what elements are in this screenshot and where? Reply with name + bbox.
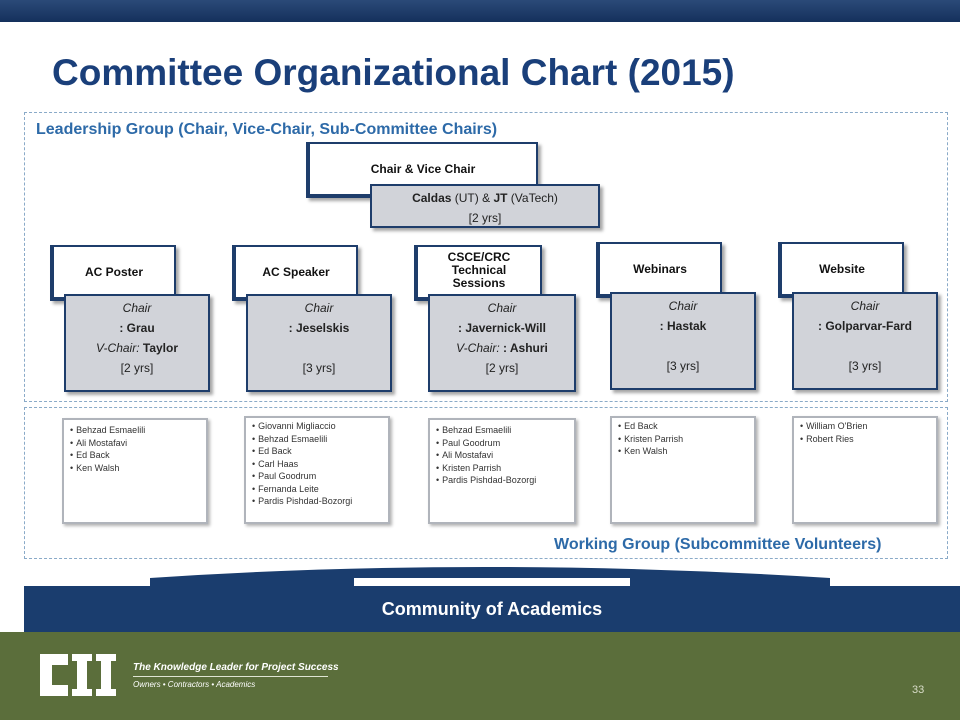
chair-name: : Grau [119, 321, 155, 335]
term: [2 yrs] [120, 361, 154, 375]
list-item: • Paul Goodrum [252, 470, 382, 483]
volunteer-list-webinars [610, 416, 756, 524]
vice-chair-name: JT [493, 191, 508, 205]
page-number: 33 [912, 684, 925, 696]
list-item: • Behzad Esmaelili [70, 424, 200, 437]
chair-vice-chair-term: [2 yrs] [468, 211, 502, 225]
subcommittee-chair-box-csce-crc [428, 294, 576, 392]
volunteer-list-ac-speaker [244, 416, 390, 524]
vice-chair-name: : Ashuri [503, 341, 548, 355]
chair-name: : Golparvar-Fard [817, 319, 913, 333]
list-item: • Ed Back [252, 445, 382, 458]
list-item: • Carl Haas [252, 458, 382, 471]
subcommittee-chair-box-webinars [610, 292, 756, 390]
chair-vice-chair-names-box [370, 184, 600, 228]
subcommittee-label: Website [819, 262, 865, 276]
list-item: • Behzad Esmaelili [436, 424, 568, 437]
term: [3 yrs] [666, 359, 700, 373]
footer-divider [133, 676, 328, 677]
subcommittee-heading-website [778, 242, 904, 298]
list-item: • Pardis Pishdad-Bozorgi [436, 474, 568, 487]
subcommittee-label: AC Poster [84, 265, 143, 279]
subcommittee-label: CSCE/CRC Technical Sessions [447, 250, 511, 290]
term: [3 yrs] [302, 361, 336, 375]
subcommittee-label: AC Speaker [262, 265, 330, 279]
footer-subtagline: Owners • Contractors • Academics [133, 680, 256, 689]
chair-vice-chair-names [372, 188, 598, 208]
chair-label: Chair [304, 301, 334, 315]
list-item: • William O'Brien [800, 420, 930, 433]
list-item: • Ali Mostafavi [70, 437, 200, 450]
list-item: • Ken Walsh [618, 445, 748, 458]
subcommittee-heading-ac-speaker [232, 245, 358, 301]
list-item: • Giovanni Migliaccio [252, 420, 382, 433]
list-item: • Pardis Pishdad-Bozorgi [252, 495, 382, 508]
list-item: • Ed Back [618, 420, 748, 433]
chair-label: Chair [668, 299, 698, 313]
subcommittee-chair-box-ac-poster [64, 294, 210, 392]
list-item: • Kristen Parrish [436, 462, 568, 475]
subcommittee-label: Webinars [633, 262, 687, 276]
chair-name: : Hastak [659, 319, 707, 333]
list-item: • Ed Back [70, 449, 200, 462]
top-banner [0, 0, 960, 22]
list-item: • Ken Walsh [70, 462, 200, 475]
list-item: • Kristen Parrish [618, 433, 748, 446]
chair-label: Chair [487, 301, 517, 315]
subcommittee-heading-webinars [596, 242, 722, 298]
chair-label: Chair [850, 299, 880, 313]
chair-name: Caldas [412, 191, 452, 205]
leadership-group-label: Leadership Group (Chair, Vice-Chair, Sub-Committee Chairs) [36, 121, 498, 138]
term: [2 yrs] [485, 361, 519, 375]
chair-vice-chair-label: Chair & Vice Chair [370, 162, 476, 176]
vice-chair-label: V-Chair: [456, 341, 503, 355]
chair-affiliation: (UT) & [451, 191, 494, 205]
volunteer-list-ac-poster [62, 418, 208, 524]
chair-label: Chair [122, 301, 152, 315]
page-title: Committee Organizational Chart (2015) [52, 52, 735, 93]
community-label: Community of Academics [381, 598, 603, 619]
working-group-label: Working Group (Subcommittee Volunteers) [554, 536, 882, 553]
footer-tagline: The Knowledge Leader for Project Success [133, 662, 339, 673]
list-item: • Fernanda Leite [252, 483, 382, 496]
community-banner [24, 586, 960, 632]
list-item: • Behzad Esmaelili [252, 433, 382, 446]
chair-name: : Javernick-Will [458, 321, 546, 335]
vice-chair-affiliation: (VaTech) [507, 191, 558, 205]
vice-chair-label: V-Chair: [95, 341, 140, 355]
chair-name: : Jeselskis [288, 321, 350, 335]
list-item: • Robert Ries [800, 433, 930, 446]
vice-chair-name: Taylor [139, 341, 179, 355]
list-item: • Paul Goodrum [436, 437, 568, 450]
term: [3 yrs] [848, 359, 882, 373]
cii-logo [38, 652, 120, 698]
list-item: • Ali Mostafavi [436, 449, 568, 462]
subcommittee-chair-box-website [792, 292, 938, 390]
volunteer-list-csce-crc [428, 418, 576, 524]
volunteer-list-website [792, 416, 938, 524]
subcommittee-heading-csce-crc [414, 245, 542, 301]
subcommittee-heading-ac-poster [50, 245, 176, 301]
subcommittee-chair-box-ac-speaker [246, 294, 392, 392]
